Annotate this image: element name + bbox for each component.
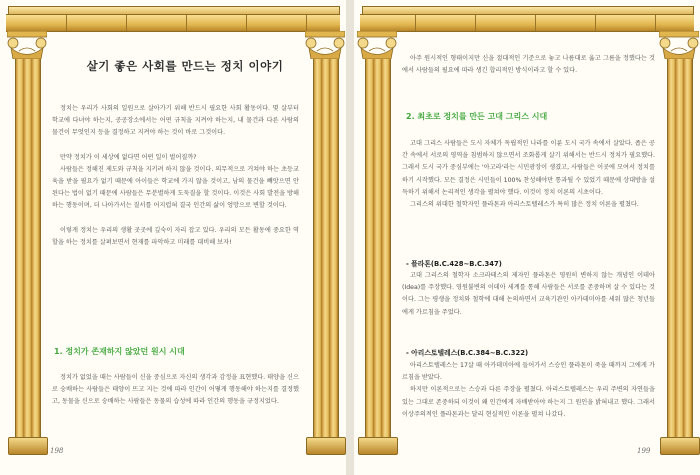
paragraph: 그리스의 위대한 철학자인 플라톤과 아리스토텔레스가 특히 많은 정치 이론을 펼쳤다. [410,201,639,209]
intro-text [52,103,299,249]
paragraph: 고대 그리스의 철학자 소크라테스의 제자인 플라톤은 영원히 변하지 않는 개념인 이데아(Idea)를 주장했다. 영원불변의 이데아 세계를 통해 사람들은 서로를 존중하며 살 수 있다는 것이다. 그는 평생을 정치와 철학에 대해 논의하면서 교육기관인 아카데미아를 세워 많은 청년들에게 가르침을 주었다. [402,272,655,316]
page-title: 살기 좋은 사회를 만드는 정치 이야기 [86,59,284,73]
section-heading: 1. 정치가 존재하지 않았던 원시 시대 [54,347,185,356]
intro-text [402,53,655,77]
paragraph: 정치가 없었을 때는 사람들이 신을 중심으로 자신의 생각과 감정을 표현했다. 태양을 신으로 숭배하는 사람들은 태양이 뜨고 지는 것에 따라 인간이 어떻게 행동해야 하는지를 결정했고, 동물을 신으로 숭배하는 사람들은 동물의 습성에 따라 인간의 행동을 규정지었다. [52,374,299,406]
left-column [13,31,41,461]
top-beam-left [6,14,340,32]
page-number: 198 [50,447,64,455]
sub-heading: - 아리스토텔레스(B.C.384~B.C.322) [406,349,529,357]
section-heading: 2. 최초로 정치를 만든 고대 그리스 시대 [406,112,548,121]
column-capital-icon [659,31,699,59]
paragraph: 아리스토텔레스는 17살 때 아카데미아에 들어가서 스승인 플라톤이 죽을 때까지 그에게 가르침을 받았다. [402,362,655,382]
paragraph: 정치는 우리가 사회의 일원으로 살아가기 위해 반드시 필요한 사회 활동이다. 몇 살부터 학교에 다녀야 하는지, 공공장소에서는 어떤 규칙을 지켜야 하는지, 내 물건과 다른 사람의 물건이 무엇인지 등을 결정하고 지켜야 하는 것이 바로 그것이다. [52,105,299,137]
section-text [52,372,299,409]
paragraph: 만약 정치가 이 세상에 없다면 어떤 일이 벌어질까? [60,153,197,161]
book-gutter [346,0,354,475]
left-page [0,0,346,475]
paragraph: 아주 원시적인 형태이지만 신을 절대적인 기준으로 놓고 나름대로 옳고 그름을 정했다는 것에서 사람들의 필요에 따라 생긴 합리적인 방식이라고 할 수 있다. [402,55,655,75]
sub-heading: - 플라톤(B.C.428~B.C.347) [406,260,502,268]
right-column [311,31,339,461]
page-number: 199 [637,447,651,455]
plato-text [402,270,655,319]
paragraph: 고대 그리스 사람들은 도시 자체가 독립적인 나라를 이룬 도시 국가 속에서 살았다. 좁은 공간 속에서 서로의 영역을 침범하지 않으면서 조화롭게 살기 위해서는 반드시 정치가 필요했다. 그래서 도시 국가 중심부에는 '아고라'라는 시민광장이 생겼고, 사람들은 이곳에 모여서 정치를 하기 시작했다. 모든 결정은 시민들이 100% 찬성해야만 통과될 수 있었기 때문에 상대방을 설득하기 위해서 논리적인 생각을 펼쳐야 했다. 이것이 정치 이론의 시초이다. [402,140,655,196]
aristotle-text [402,360,655,421]
top-beam-right [360,14,694,32]
left-column [363,31,391,461]
section-text [402,138,655,211]
paragraph: 하지만 이론적으로는 스승과 다른 주장을 펼쳤다. 아리스토텔레스는 우리 주변의 자연들을 있는 그대로 존중하되 이것이 왜 인간에게 자배받아야 하는지 그 원인을 밝혀내고 했다. 그래서 이상주의적인 플라톤과는 달리 현실적인 이론을 펼쳐 나갔다. [402,386,655,418]
column-capital-icon [7,31,47,59]
paragraph: 사람들은 정해진 제도와 규칙을 지키려 하지 않을 것이다. 의무적으로 거쳐야 하는 초등교육을 받을 필요가 없기 때문에 아이들은 학교에 가지 않을 것이고, 남의 물건을 빼앗으면 안 된다는 법이 없기 때문에 사람들은 무분별하게 도둑질을 할 것이다. 이것은 사회 발전을 방해하는 행동이며, 더 나아가서는 질서를 어지럽혀 결국 인간의 삶이 엉망으로 변할 것이다. [52,165,299,210]
column-capital-icon [357,31,397,59]
right-column [665,31,693,461]
column-capital-icon [305,31,345,59]
right-page [354,0,700,475]
paragraph: 이렇게 정치는 우리의 생활 곳곳에 깊숙이 자리 잡고 있다. 우리의 모든 활동에 중요한 역할을 하는 정치를 살펴보면서 현재를 파악하고 미래를 대비해 보자! [52,226,299,246]
